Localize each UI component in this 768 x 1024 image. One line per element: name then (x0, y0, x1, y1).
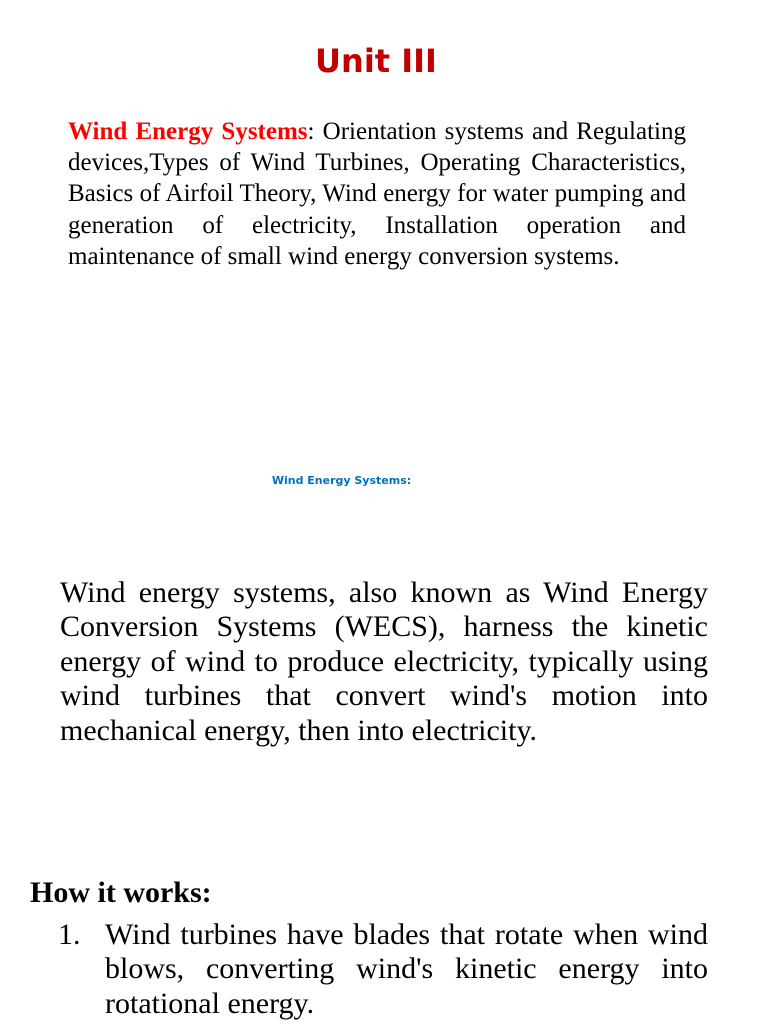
how-it-works-heading: How it works: (30, 876, 212, 909)
how-it-works-steps (0, 918, 768, 1021)
step-text: Wind turbines have blades that rotate when wind blows, converting wind's kinetic energy into rotational energy. (105, 918, 708, 1020)
step-number: 1. (58, 918, 81, 951)
intro-paragraph: Wind energy systems, also known as Wind Energy Conversion Systems (WECS), harness the kinetic energy of wind to produce electricity, typically using wind turbines that convert wind's motion into mechanical energy, then into electricity. (60, 576, 708, 747)
list-item (0, 918, 708, 1021)
syllabus-separator: : (307, 118, 315, 145)
syllabus-topics: Orientation systems and Regulating devices,Types of Wind Turbines, Operating Characteristics, Basics of Airfoil Theory, Wind energy for water pumping and generation of electricity, Installation operation and maintenance of small wind energy conversion systems. (68, 118, 686, 270)
section-caption: Wind Energy Systems: (271, 474, 412, 487)
syllabus-topic-label: Wind Energy Systems (68, 118, 308, 145)
unit-title: Unit III (315, 42, 437, 80)
syllabus-paragraph (68, 116, 686, 272)
